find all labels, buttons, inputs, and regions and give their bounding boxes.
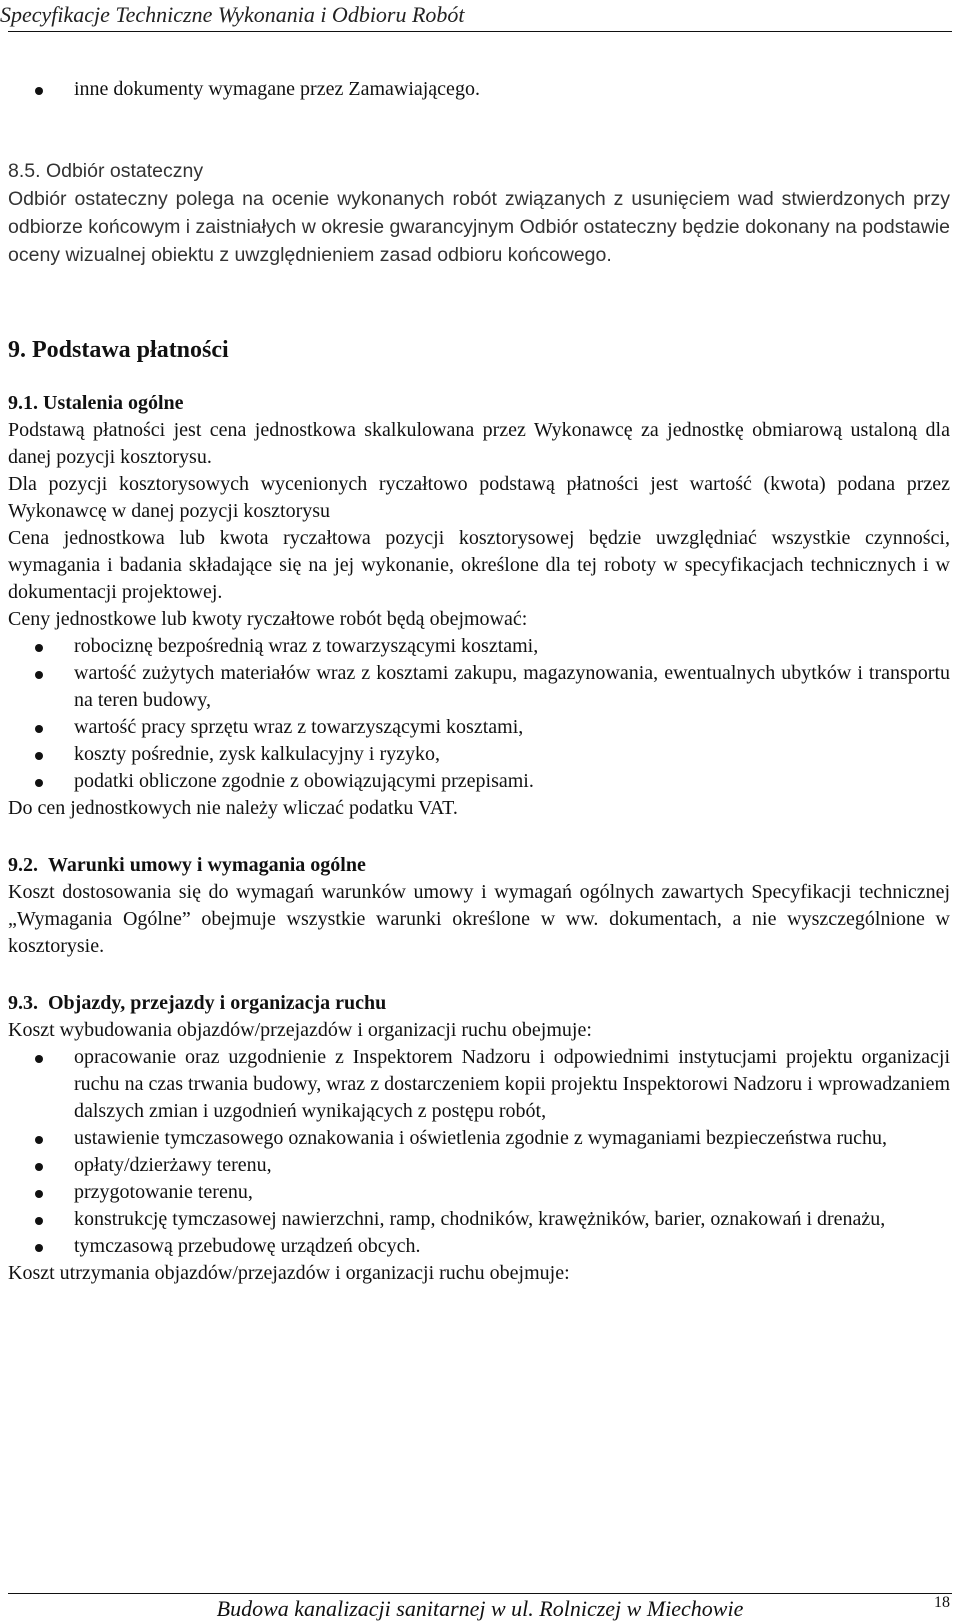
section-9-1-p2: Dla pozycji kosztorysowych wycenionych ryczałtowo podstawą płatności jest wartość (kwota) podana przez Wykonawcę w danej pozycji kosztorysu <box>8 473 950 522</box>
section-8-5 <box>8 157 950 269</box>
section-9-3 <box>8 990 950 1287</box>
page-content <box>8 76 950 1287</box>
bullet-icon <box>35 671 43 679</box>
list-item: ustawienie tymczasowego oznakowania i oświetlenia zgodnie z wymaganiami bezpieczeństwa ruchu, <box>8 1125 950 1152</box>
bullet-icon <box>35 725 43 733</box>
section-9-3-bullets <box>8 1044 950 1260</box>
list-item: opracowanie oraz uzgodnienie z Inspektorem Nadzoru i odpowiednimi instytucjami projektu organizacji ruchu na czas trwania budowy, wraz z dostarczeniem kopii projektu Inspektorowi Nadzoru i wprowadzaniem dalszych zmian i uzgodnień wynikających z postępu robót, <box>8 1044 950 1125</box>
section-9-3-intro: Koszt wybudowania objazdów/przejazdów i organizacji ruchu obejmuje: <box>8 1019 592 1041</box>
bullet-icon <box>35 644 43 652</box>
list-item: wartość zużytych materiałów wraz z kosztami zakupu, magazynowania, ewentualnych ubytków i transportu na teren budowy, <box>8 660 950 714</box>
section-9-3-outro: Koszt utrzymania objazdów/przejazdów i organizacji ruchu obejmuje: <box>8 1262 570 1284</box>
section-9-1-p1: Podstawą płatności jest cena jednostkowa skalkulowana przez Wykonawcę za jednostkę obmiarową ustaloną dla danej pozycji kosztorysu. <box>8 419 950 468</box>
page-number: 18 <box>934 1594 950 1611</box>
list-item: koszty pośrednie, zysk kalkulacyjny i ryzyko, <box>8 741 950 768</box>
section-9-1-title: 9.1. Ustalenia ogólne <box>8 392 184 414</box>
list-item: wartość pracy sprzętu wraz z towarzyszącymi kosztami, <box>8 714 950 741</box>
list-item <box>8 76 950 103</box>
section-9-2-paragraph: Koszt dostosowania się do wymagań warunków umowy i wymagań ogólnych zawartych Specyfikacji technicznej „Wymagania Ogólne” obejmuje wszystkie warunki określone w ww. dokumentach, a nie wyszczególnione w kosztorysie. <box>8 881 950 957</box>
bullet-icon <box>35 779 43 787</box>
section-9-1 <box>8 390 950 822</box>
section-9-2 <box>8 852 950 960</box>
section-8-5-paragraph: Odbiór ostateczny polega na ocenie wykonanych robót związanych z usunięciem wad stwierdzonych przy odbiorze końcowym i zaistniałych w okresie gwarancyjnym Odbiór ostateczny będzie dokonany na podstawie oceny wizualnej obiektu z uwzględnieniem zasad odbioru końcowego. <box>8 188 950 266</box>
section-9-1-p3: Cena jednostkowa lub kwota ryczałtowa pozycji kosztorysowej będzie uwzględniać wszystkie czynności, wymagania i badania składające się na jej wykonanie, określone dla tej roboty w specyfikacjach technicznych i w dokumentacji projektowej. <box>8 527 950 603</box>
section-9-1-p5: Do cen jednostkowych nie należy wliczać podatku VAT. <box>8 797 458 819</box>
section-9-1-p4: Ceny jednostkowe lub kwoty ryczałtowe robót będą obejmować: <box>8 608 528 630</box>
bullet-icon <box>35 87 43 95</box>
list-item-text: inne dokumenty wymagane przez Zamawiającego. <box>74 78 480 100</box>
section-9-3-title: 9.3. Objazdy, przejazdy i organizacja ruchu <box>8 992 387 1014</box>
footer-rule <box>8 1593 952 1594</box>
bullet-icon <box>35 1217 43 1225</box>
section-9-title: 9. Podstawa płatności <box>8 337 229 363</box>
bullet-icon <box>35 1244 43 1252</box>
bullet-icon <box>35 1190 43 1198</box>
list-item: robociznę bezpośrednią wraz z towarzyszącymi kosztami, <box>8 633 950 660</box>
bullet-icon <box>35 752 43 760</box>
section-8-5-title: 8.5. Odbiór ostateczny <box>8 160 204 182</box>
list-item: konstrukcję tymczasowej nawierzchni, ramp, chodników, krawężników, barier, oznakowań i drenażu, <box>8 1206 950 1233</box>
section-9-1-bullets <box>8 633 950 795</box>
list-item: podatki obliczone zgodnie z obowiązującymi przepisami. <box>8 768 950 795</box>
top-bullet-list <box>8 76 950 103</box>
list-item: opłaty/dzierżawy terenu, <box>8 1152 950 1179</box>
bullet-icon <box>35 1163 43 1171</box>
section-9-2-title: 9.2. Warunki umowy i wymagania ogólne <box>8 854 366 876</box>
list-item: tymczasową przebudowę urządzeń obcych. <box>8 1233 950 1260</box>
header-rule <box>8 31 952 32</box>
page-footer: Budowa kanalizacji sanitarnej w ul. Rolniczej w Miechowie <box>216 1596 744 1621</box>
list-item: przygotowanie terenu, <box>8 1179 950 1206</box>
page-header: Specyfikacje Techniczne Wykonania i Odbioru Robót <box>0 2 465 27</box>
bullet-icon <box>35 1055 43 1063</box>
bullet-icon <box>35 1136 43 1144</box>
